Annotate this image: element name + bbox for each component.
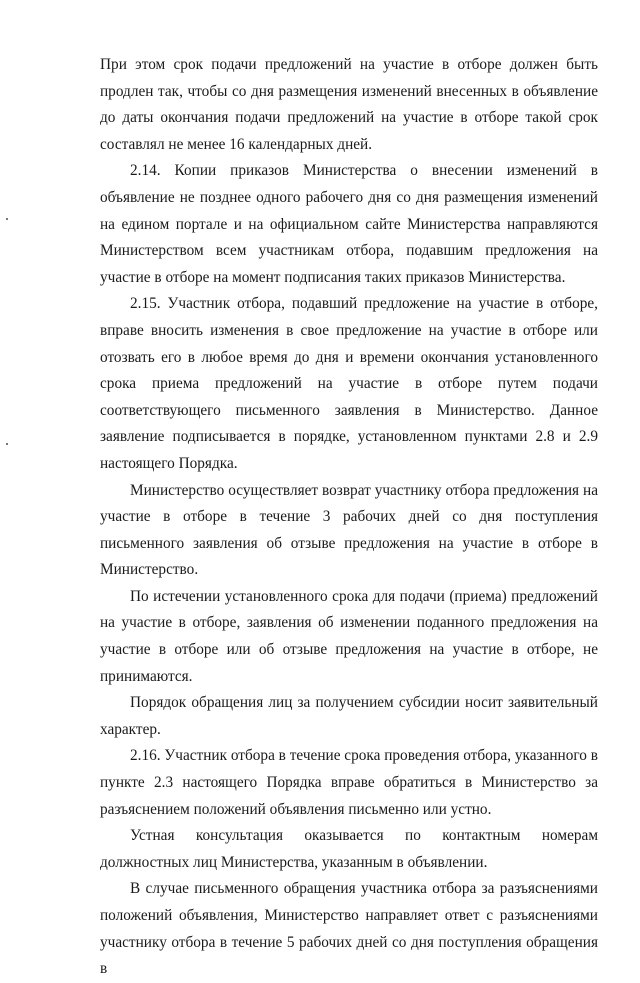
paragraph-oral-consultation: Устная консультация оказывается по контактным номерам должностных лиц Министерства, указанным в объявлении. xyxy=(100,827,598,871)
paragraph-application-nature: Порядок обращения лиц за получением субсидии носит заявительный характер. xyxy=(100,694,598,738)
paragraph-deadline-expiry: По истечении установленного срока для подачи (приема) предложений на участие в отборе, заявления об изменении поданного предложения на участие в отборе или об отзыве предложения на участие в отборе, не принимаются. xyxy=(100,587,598,685)
document-body xyxy=(100,52,598,983)
paragraph-return-proposal: Министерство осуществляет возврат участнику отбора предложения на участие в отборе в течение 3 рабочих дней со дня поступления письменного заявления об отзыве предложения на участие в отборе в Министерство. xyxy=(100,481,598,579)
paragraph-2-14: 2.14. Копии приказов Министерства о внесении изменений в объявление не позднее одного рабочего дня со дня размещения изменений на едином портале и на официальном сайте Министерства направляются Министерством всем участникам отбора, подавшим предложения на участие в отборе на момент подписания таких приказов Министерства. xyxy=(100,162,598,286)
scan-margin-mark xyxy=(6,443,8,445)
scan-margin-mark xyxy=(6,218,8,220)
paragraph-written-request: В случае письменного обращения участника отбора за разъяснениями положений объявления, Министерство направляет ответ с разъяснениями участнику отбора в течение 5 рабочих дней со дня поступления обращения в xyxy=(100,880,598,978)
paragraph-2-15: 2.15. Участник отбора, подавший предложение на участие в отборе, вправе вносить изменения в свое предложение на участие в отборе или отозвать его в любое время до дня и времени окончания установленного срока приема предложений на участие в отборе путем подачи соответствующего письменного заявления в Министерство. Данное заявление подписывается в порядке, установленном пунктами 2.8 и 2.9 настоящего Порядка. xyxy=(100,295,598,472)
paragraph-2-16: 2.16. Участник отбора в течение срока проведения отбора, указанного в пункте 2.3 настоящего Порядка вправе обратиться в Министерство за разъяснением положений объявления письменно или устно. xyxy=(100,747,598,818)
paragraph-continuation: При этом срок подачи предложений на участие в отборе должен быть продлен так, чтобы со дня размещения изменений внесенных в объявление до даты окончания подачи предложений на участие в отборе такой срок составлял не менее 16 календарных дней. xyxy=(100,56,598,153)
